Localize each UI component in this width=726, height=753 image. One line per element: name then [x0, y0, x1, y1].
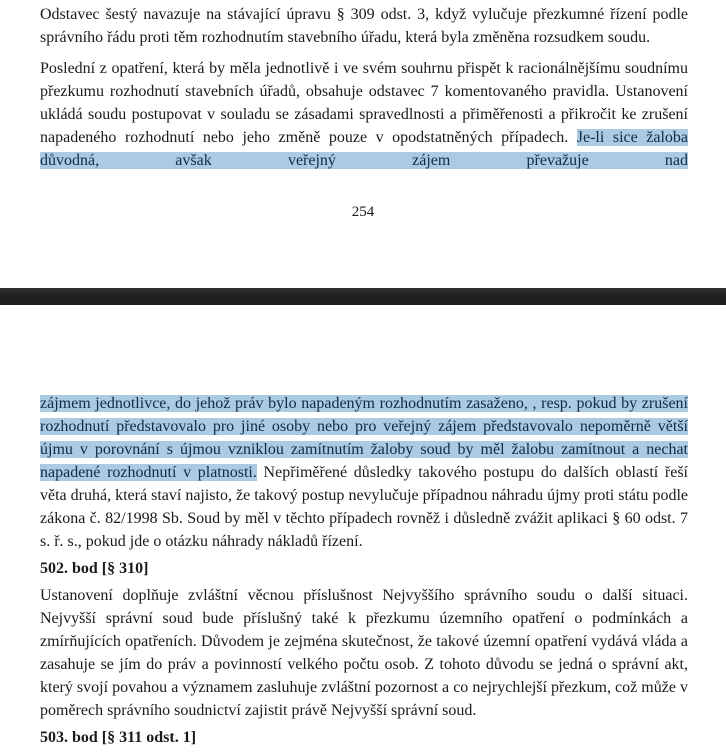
section-heading-502: 502. bod [§ 310]: [40, 560, 149, 577]
page-1-text-block: [40, 3, 688, 172]
body-text: Odstavec šestý navazuje na stávající úpravu § 309 odst. 3, když vylučuje přezkumné řízení podle správního řádu proti těm rozhodnutím stavebního úřadu, která byla změněna rozsudkem soudu.: [40, 6, 688, 46]
body-text: Ustanovení doplňuje zvláštní věcnou příslušnost Nejvyššího správního soudu o další situaci. Nejvyšší správní soud bude příslušný také k přezkumu územního opatření o podmínkách a zmírňujících opatřeních. Důvodem je zejména skutečnost, že takové územní opatření vydává vláda a zasahuje se jím do práv a povinností velkého počtu osob. Z tohoto důvodu se jedná o správní akt, který svojí povahou a významem zasluhuje zvláštní pozornost a co nejrychlejší přezkum, což může v poměrech správního soudnictví zajistit právě Nejvyšší správní soud.: [40, 587, 688, 719]
body-text: Nepřiměřené důsledky takového postupu do dalších oblastí řeší věta druhá, která staví najisto, že takový postup nevylučuje případnou náhradu újmy proti státu podle zákona č. 82/1998 Sb. Soud by měl v těchto případech rovněž i důsledně zvážit aplikaci § 60 odst. 7 s. ř. s., pokud jde o otázku náhrady nákladů řízení.: [40, 464, 688, 550]
paragraph: [40, 3, 688, 49]
page-separator-bar: [0, 288, 726, 305]
paragraph: [40, 392, 688, 553]
body-text: Poslední z opatření, která by měla jednotlivě i ve svém souhrnu přispět k racionálnějšímu soudnímu přezkumu rozhodnutí stavebních úřadů, obsahuje odstavec 7 komentovaného pravidla. Ustanovení ukládá soudu postupovat v souladu se zásadami spravedlnosti a přiměřenosti a přikročit ke zrušení napadeného rozhodnutí nebo jeho změně pouze v opodstatněných případech.: [40, 60, 688, 146]
text-selection-highlight: zájmem jednotlivce, do jehož práv bylo napadeným rozhodnutím zasaženo, , resp. pokud by zrušení rozhodnutí představovalo pro jiné osoby nebo pro veřejný zájem představovalo nepoměrně větší újmu v porovnání s újmou vzniklou zamítnutím žaloby soud by měl žalobu zamítnout a nechat napadené rozhodnutí v platnosti.: [40, 395, 688, 481]
section-heading-503: 503. bod [§ 311 odst. 1]: [40, 729, 197, 746]
page-number: 254: [351, 204, 375, 220]
paragraph: [40, 57, 688, 172]
paragraph: [40, 584, 688, 722]
page-2-text-block: [40, 392, 688, 753]
text-selection-highlight: Je-li sice žaloba důvodná, avšak veřejný zájem převažuje nad: [40, 129, 689, 169]
